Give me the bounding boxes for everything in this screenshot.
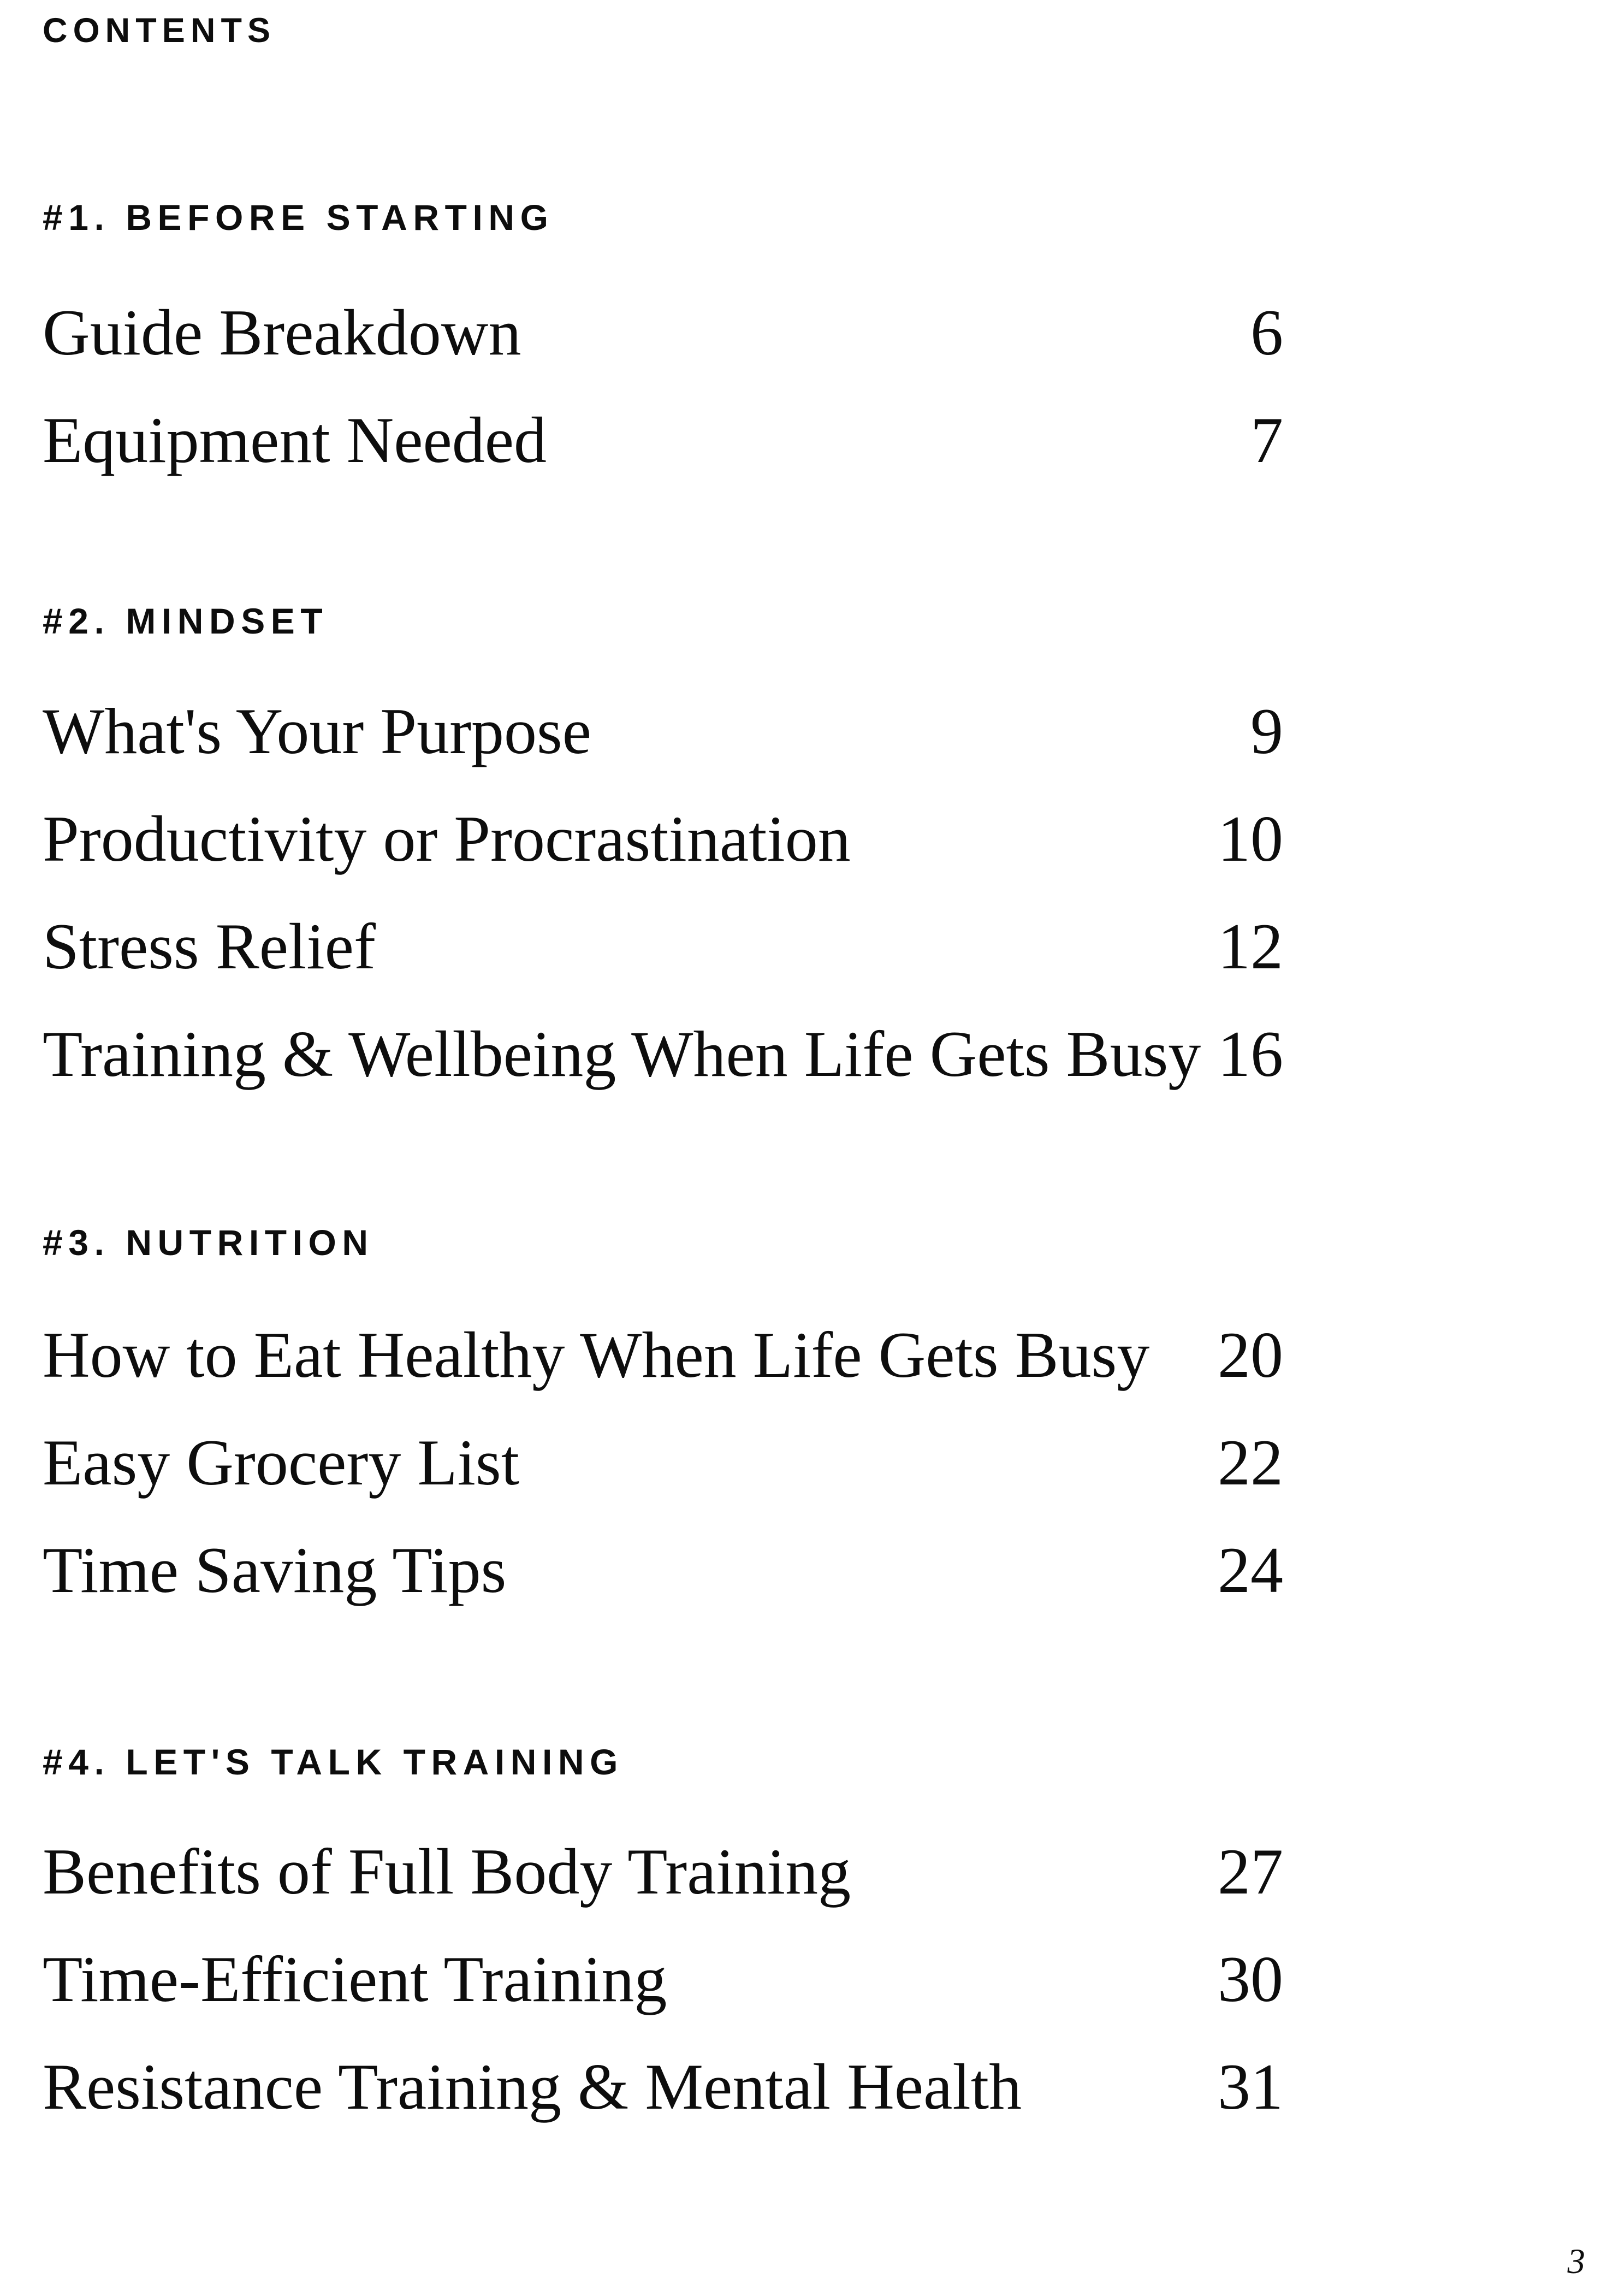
toc-row: [43, 2050, 1283, 2123]
toc-entry-page-number: 27: [1218, 1835, 1283, 1908]
toc-entry-page-number: 7: [1250, 404, 1283, 476]
toc-entry-title: What's Your Purpose: [43, 695, 591, 767]
section-heading-mindset: #2. MINDSET: [43, 601, 329, 641]
section-heading-before-starting: #1. BEFORE STARTING: [43, 197, 554, 238]
toc-entry-title: Time-Efficient Training: [43, 1943, 667, 2015]
toc-entry-page-number: 10: [1218, 802, 1283, 875]
toc-row: [43, 1835, 1283, 1908]
toc-row: [43, 296, 1283, 369]
toc-entry-title: Easy Grocery List: [43, 1426, 520, 1499]
section-heading-nutrition: #3. NUTRITION: [43, 1222, 374, 1263]
toc-row: [43, 404, 1283, 476]
toc-entry-page-number: 22: [1218, 1426, 1283, 1499]
toc-entry-title: Equipment Needed: [43, 404, 547, 476]
toc-entry-title: Stress Relief: [43, 910, 376, 983]
toc-entry-title: Training & Wellbeing When Life Gets Busy: [43, 1017, 1201, 1090]
page-title: CONTENTS: [43, 11, 276, 50]
toc-entry-title: Time Saving Tips: [43, 1534, 507, 1606]
toc-row: [43, 802, 1283, 875]
section-heading-lets-talk-training: #4. LET'S TALK TRAINING: [43, 1742, 624, 1782]
toc-entry-page-number: 31: [1218, 2050, 1283, 2123]
toc-row: [43, 1534, 1283, 1606]
toc-entry-page-number: 9: [1250, 695, 1283, 767]
toc-entry-page-number: 20: [1218, 1318, 1283, 1391]
toc-entry-title: Resistance Training & Mental Health: [43, 2050, 1022, 2123]
toc-entry-page-number: 24: [1218, 1534, 1283, 1606]
toc-entry-page-number: 12: [1218, 910, 1283, 983]
toc-row: [43, 1426, 1283, 1499]
toc-row: [43, 1318, 1283, 1391]
toc-row: [43, 910, 1283, 983]
toc-entry-title: Guide Breakdown: [43, 296, 521, 369]
toc-entry-title: How to Eat Healthy When Life Gets Busy: [43, 1318, 1150, 1391]
toc-entry-title: Benefits of Full Body Training: [43, 1835, 851, 1908]
toc-row: [43, 1943, 1283, 2015]
page-folio-number: 3: [1567, 2242, 1585, 2281]
toc-row: [43, 1017, 1283, 1090]
toc-entry-page-number: 30: [1218, 1943, 1283, 2015]
toc-entry-title: Productivity or Procrastination: [43, 802, 851, 875]
toc-entry-page-number: 6: [1250, 296, 1283, 369]
toc-entry-page-number: 16: [1218, 1017, 1283, 1090]
toc-row: [43, 695, 1283, 767]
